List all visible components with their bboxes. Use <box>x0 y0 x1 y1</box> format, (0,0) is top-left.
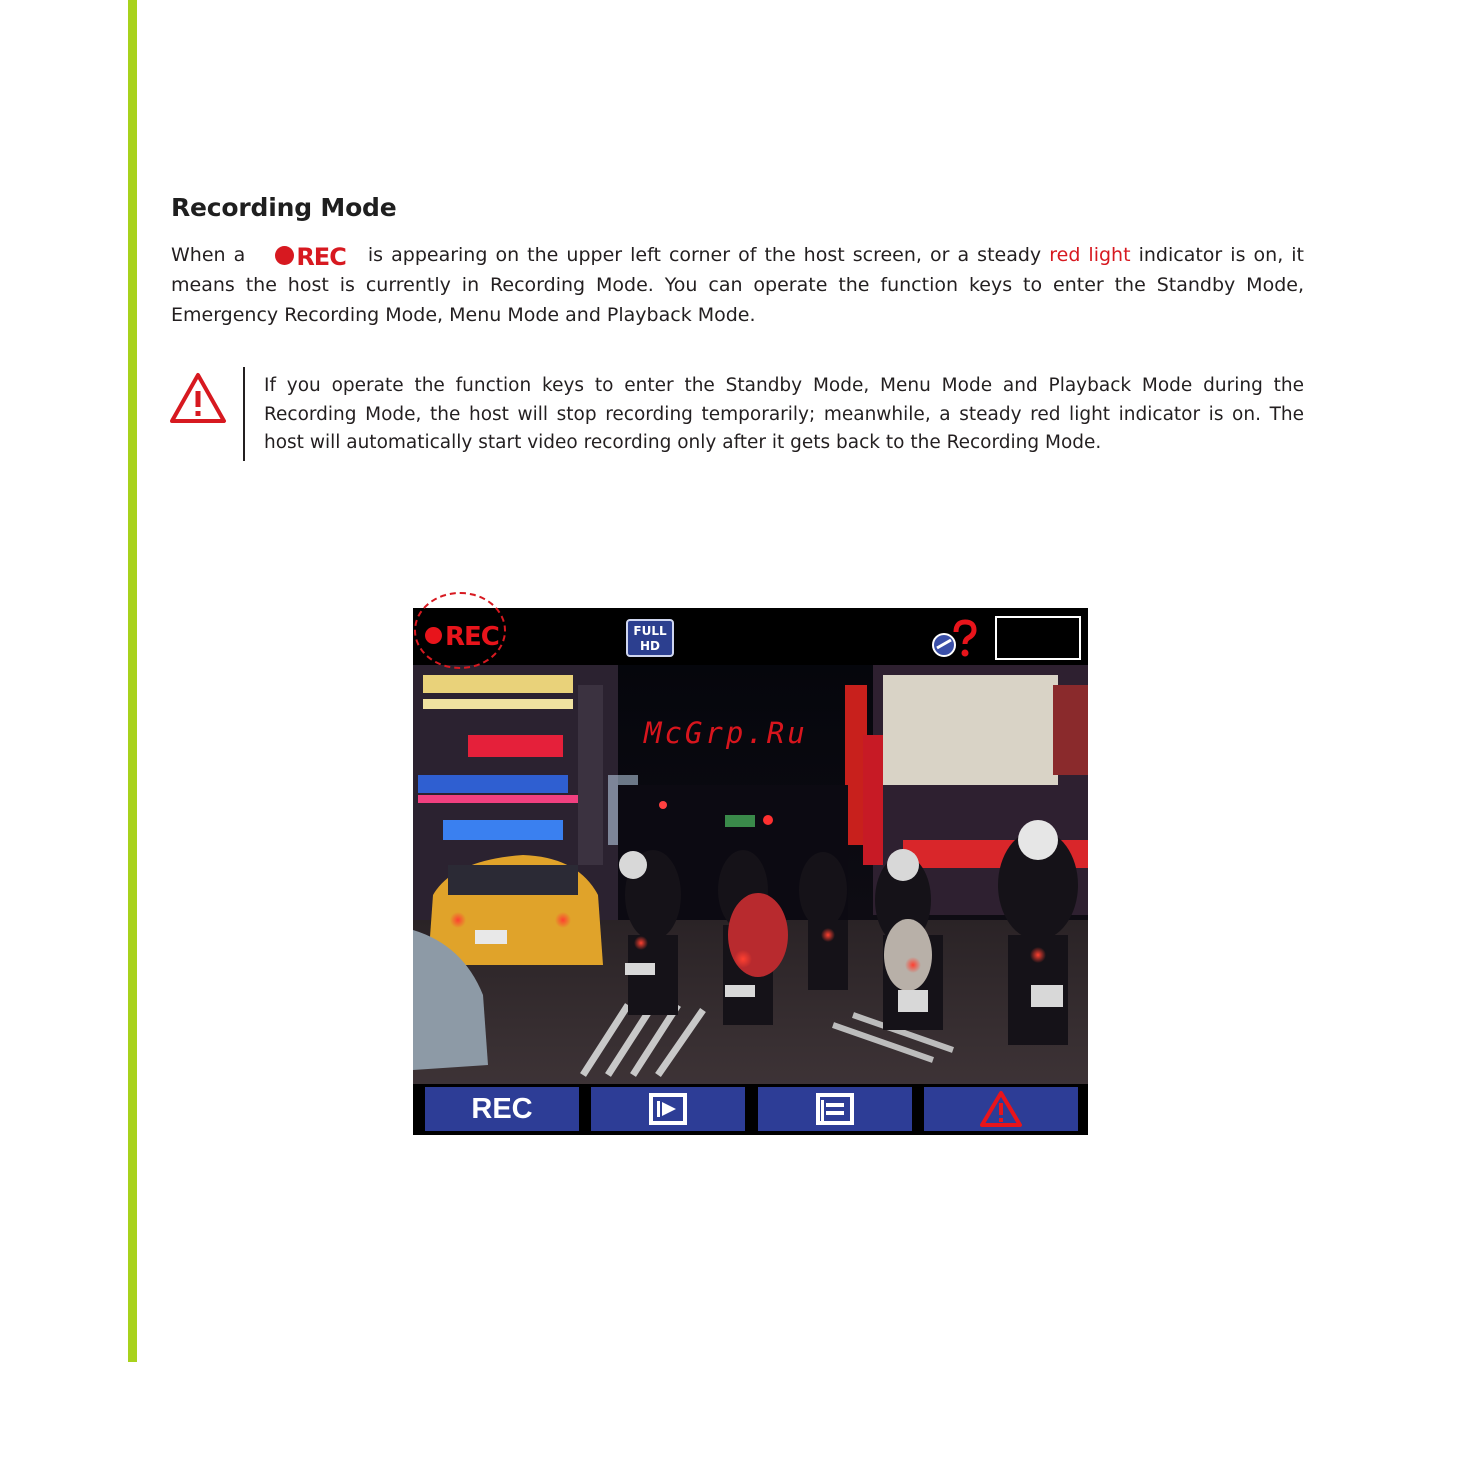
device-screen <box>413 608 1088 1135</box>
rec-status-label: REC <box>445 622 499 652</box>
menu-icon <box>815 1092 855 1126</box>
battery-indicator <box>995 616 1081 660</box>
full-hd-line2: HD <box>639 639 660 653</box>
watermark-text: McGrp.Ru <box>644 716 808 750</box>
red-light-text: red light <box>1049 244 1131 266</box>
warning-divider <box>243 367 245 461</box>
emergency-warning-icon <box>979 1090 1023 1128</box>
intro-after: indicator is on, it means the host is currently in Recording Mode. You can operate the function keys to enter the Standby Mode, Emergency Recording Mode, Menu Mode and Playback Mode. <box>171 244 1305 326</box>
rec-function-label: REC <box>471 1092 533 1125</box>
rec-dot-icon <box>275 246 294 265</box>
emergency-function-button[interactable] <box>924 1087 1078 1131</box>
warning-triangle-icon <box>169 371 227 425</box>
function-key-bar <box>413 1084 1088 1135</box>
rec-highlight-circle <box>414 592 506 669</box>
rec-inline-icon <box>275 243 346 271</box>
intro-paragraph <box>171 240 1304 330</box>
rec-inline-label: REC <box>296 243 346 271</box>
playback-icon <box>648 1092 688 1126</box>
warning-note: If you operate the function keys to enter the Standby Mode, Menu Mode and Playback Mode during the Recording Mode, the host will stop recording temporarily; meanwhile, a steady red light indicator is on. The host will automatically start video recording only after it gets back to the Recording Mode. <box>264 375 1304 453</box>
full-hd-line1: FULL <box>633 624 667 638</box>
status-bar <box>413 608 1088 665</box>
full-hd-icon <box>626 619 674 657</box>
rec-function-button[interactable] <box>425 1087 579 1131</box>
intro-before-icon: When a <box>171 244 246 266</box>
playback-function-button[interactable] <box>591 1087 745 1131</box>
gps-searching-icon <box>928 618 980 660</box>
menu-function-button[interactable] <box>758 1087 912 1131</box>
intro-middle: is appearing on the upper left corner of the host screen, or a steady <box>367 244 1042 266</box>
section-title: Recording Mode <box>171 193 397 222</box>
side-accent-bar <box>128 0 137 1362</box>
